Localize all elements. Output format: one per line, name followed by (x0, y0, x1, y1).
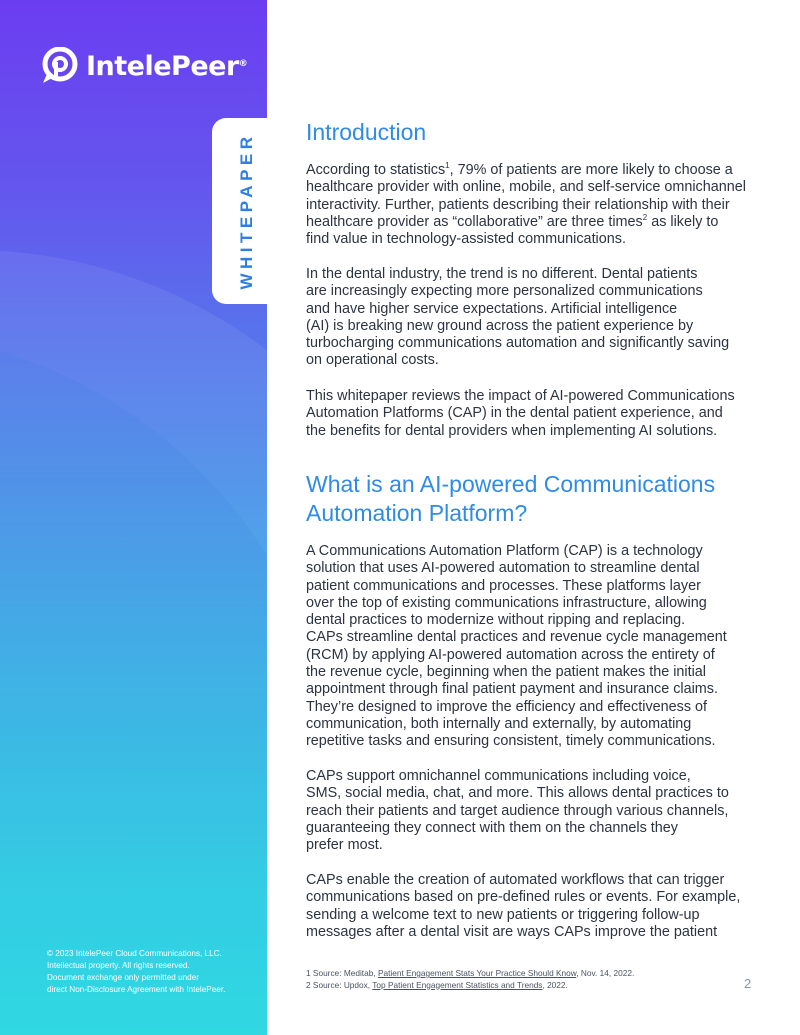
text-line: prefer most. (306, 837, 383, 854)
logo-wordmark: IntelePeer® (86, 50, 248, 82)
cap-paragraph-2 (306, 768, 729, 854)
intelepeer-logo-icon (40, 47, 80, 85)
text-line: (AI) is breaking new ground across the patient experience by (306, 317, 694, 334)
page-number: 2 (744, 976, 752, 991)
text-line: CAPs enable the creation of automated workflows that can trigger (306, 872, 725, 888)
legal-line: © 2023 IntelePeer Cloud Communications, LLC. (47, 949, 222, 958)
text-line: communications based on pre-defined rules or events. For example, (306, 889, 741, 906)
intro-paragraph-3 (306, 388, 735, 440)
intro-paragraph-1 (306, 162, 746, 248)
text-line: Automation Platforms (CAP) in the dental patient experience, and (306, 405, 723, 422)
text-line: dental practices to modernize without ripping and replacing. (306, 612, 686, 629)
brand-logo (40, 47, 247, 85)
text-line: the benefits for dental providers when implementing AI solutions. (306, 422, 718, 439)
text-line: reach their patients and target audience through various channels, (306, 802, 729, 819)
text-line: find value in technology-assisted communications. (306, 231, 626, 248)
footnote-ref: 2 (642, 213, 648, 223)
cap-paragraph-1 (306, 543, 727, 751)
footnote-1-link[interactable]: Patient Engagement Stats Your Practice Should Know (377, 968, 577, 978)
text-line: turbocharging communications automation and significantly saving (306, 335, 730, 352)
text-line: sending a welcome text to new patients or triggering follow-up (306, 906, 700, 923)
text-line: According to statistics$^1$, 79% of patients are more likely to choose a (306, 161, 733, 178)
text-line: They’re designed to improve the efficiency and effectiveness of (306, 698, 708, 715)
section-heading-introduction: Introduction (306, 119, 427, 145)
text-line: on operational costs. (306, 352, 439, 369)
text-line: appointment through final patient payment and insurance claims. (306, 681, 718, 698)
whitepaper-tab-label: WHITEPAPER (237, 132, 256, 290)
text-line: CAPs streamline dental practices and revenue cycle management (306, 629, 727, 646)
legal-line: Document exchange only permitted under (47, 973, 200, 982)
legal-notice (47, 948, 225, 996)
text-line: communication, both internally and externally, by automating (306, 715, 692, 732)
legal-line: direct Non-Disclosure Agreement with IntelePeer. (47, 985, 226, 994)
text-line: messages after a dental visit are ways CAPs improve the patient (306, 923, 718, 940)
text-line: patient communications and processes. These platforms layer (306, 577, 701, 594)
text-line: guaranteeing they connect with them on the channels they (306, 819, 679, 836)
text-line: repetitive tasks and ensuring consistent, timely communications. (306, 733, 716, 750)
text-line: solution that uses AI-powered automation to streamline dental (306, 560, 700, 577)
text-line: are increasingly expecting more personalized communications (306, 283, 703, 300)
text-line: (RCM) by applying AI-powered automation across the entirety of (306, 646, 715, 663)
cap-paragraph-3 (306, 872, 740, 941)
footnote-ref: 1 (445, 161, 450, 171)
text-line: This whitepaper reviews the impact of AI-powered Communications (306, 388, 735, 404)
intro-paragraph-2 (306, 266, 729, 370)
legal-line: Intellectual property. All rights reserved. (47, 961, 190, 970)
text-line: and have higher service expectations. Artificial intelligence (306, 300, 678, 317)
text-line: healthcare provider with online, mobile, and self-service omnichannel (306, 179, 746, 196)
footnotes (306, 968, 634, 991)
text-line: the revenue cycle, beginning when the patient makes the initial (306, 664, 706, 681)
footnote-1: 1 Source: Meditab, Patient Engagement Stats Your Practice Should Know, Nov. 14, 2022. (306, 968, 635, 978)
text-line: over the top of existing communications infrastructure, allowing (306, 594, 707, 611)
text-line: CAPs support omnichannel communications including voice, (306, 768, 691, 784)
text-line: A Communications Automation Platform (CAP) is a technology (306, 543, 703, 559)
footnote-2-link[interactable]: Top Patient Engagement Statistics and Trends (372, 979, 543, 990)
text-line: interactivity. Further, patients describing their relationship with their (306, 196, 730, 213)
text-line: healthcare provider as “collaborative” are three times$^2$ as likely to (306, 213, 719, 230)
text-line: SMS, social media, chat, and more. This allows dental practices to (306, 785, 729, 802)
text-line: In the dental industry, the trend is no different. Dental patients (306, 266, 698, 282)
section-heading-what-is-cap: What is an AI-powered Communications Automation Platform? (306, 471, 716, 526)
footnote-2: 2 Source: Updox, Top Patient Engagement Statistics and Trends, 2022. (306, 979, 568, 990)
